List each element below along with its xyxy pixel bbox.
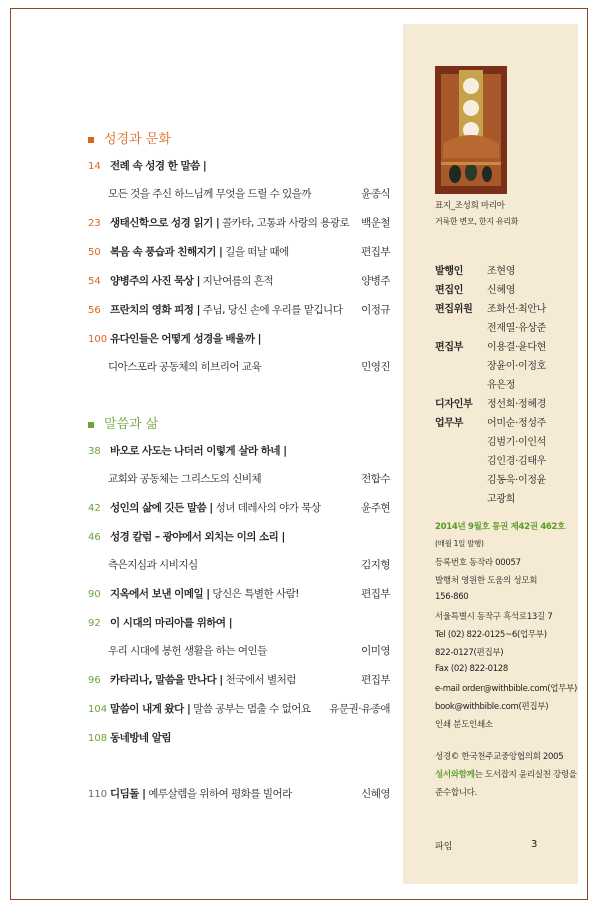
footer-label: 파임: [435, 842, 453, 852]
entry-author: 편집부: [361, 246, 390, 258]
page-number: 3: [531, 839, 538, 850]
entry-title: 생태신학으로 성경 읽기 |: [110, 217, 220, 229]
toc-subline: [108, 186, 390, 201]
address: 서울특별시 동작구 흑석로13길 7: [435, 612, 553, 622]
entry-title: 양병주의 사진 묵상 |: [110, 275, 200, 287]
toc-entry[interactable]: [88, 215, 390, 230]
toc-subline: [108, 471, 390, 486]
entry-title: 성경 칼럼 – 광야에서 외치는 이의 소리 |: [110, 531, 285, 543]
page-num: 90: [88, 589, 101, 600]
cover-artwork-icon: [435, 66, 507, 194]
entry-subtitle: 천국에서 별처럼: [222, 674, 296, 686]
entry-author: 편집부: [361, 588, 390, 600]
entry-title: 디딤돌 |: [110, 788, 146, 800]
ethics-notice: [435, 768, 577, 780]
page-num: 108: [88, 733, 108, 744]
entry-title: 카타리나, 말씀을 만나다 |: [110, 674, 223, 686]
printer: 인쇄 분도인쇄소: [435, 720, 493, 730]
publisher: 발행처 영원한 도움의 성모회: [435, 576, 538, 586]
toc-entry[interactable]: [88, 273, 390, 288]
toc-entry[interactable]: [88, 443, 390, 458]
entry-title: 바오로 사도는 나더러 이렇게 살라 하네 |: [110, 445, 287, 457]
entry-title: 복음 속 풍습과 친해지기 |: [110, 246, 223, 258]
entry-author: 민영진: [361, 361, 390, 373]
ethics-text: 는 도서잡지 윤리실천 강령을: [474, 770, 577, 780]
entry-author: 편집부: [361, 674, 390, 686]
page-num: 38: [88, 446, 101, 457]
staff-name: 조현영: [487, 266, 516, 277]
staff-name: 이용결·윤다현: [487, 342, 547, 353]
staff-name: 김인경·김태우: [487, 456, 547, 467]
entry-author: 김지형: [361, 559, 390, 571]
fax: Fax (02) 822-0128: [435, 664, 509, 674]
entry-author: 윤주현: [361, 502, 390, 514]
page-num: 46: [88, 532, 101, 543]
toc-entry[interactable]: [88, 244, 390, 259]
staff-name: 김동욱·이정윤: [487, 475, 547, 486]
entry-title: 성인의 삶에 깃든 말씀 |: [110, 502, 213, 514]
toc-entry-last[interactable]: [88, 786, 390, 801]
staff-name: 김범기·이인석: [487, 437, 547, 448]
page-num: 96: [88, 675, 101, 686]
staff-name: 정선희·정혜경: [487, 399, 547, 410]
staff-name: 장윤이·이정호: [487, 361, 547, 372]
registration-number: 등록번호 동작라 00057: [435, 558, 521, 568]
toc-entry[interactable]: [88, 529, 390, 544]
entry-title: 프란치의 영화 피정 |: [110, 304, 200, 316]
page-num: 104: [88, 704, 108, 715]
copyright-notice: 성경© 한국천주교중앙협의회 2005: [435, 752, 564, 762]
staff-name: 전재열·유상준: [487, 323, 547, 334]
page-num: 42: [88, 503, 101, 514]
telephone-editorial: 822-0127(편집부): [435, 648, 504, 658]
bullet-icon: [88, 137, 94, 143]
entry-subtitle: 모든 것을 주신 하느님께 무엇을 드릴 수 있을까: [108, 188, 312, 200]
toc-subline: [108, 557, 390, 572]
page-num: 14: [88, 161, 101, 172]
staff-label: 편집위원: [435, 304, 473, 315]
entry-title: 전례 속 성경 한 말씀 |: [110, 160, 207, 172]
email-business: e-mail order@withbible.com(업무부): [435, 684, 577, 694]
ethics-text-end: 준수합니다.: [435, 788, 477, 798]
entry-title: 유다인들은 어떻게 성경을 배울까 |: [110, 333, 261, 345]
toc-entry[interactable]: [88, 730, 390, 745]
entry-title: 말씀이 내게 왔다 |: [110, 703, 191, 715]
page-num: 50: [88, 247, 101, 258]
staff-label: 편집부: [435, 342, 464, 353]
entry-title: 동네방네 알림: [110, 732, 172, 744]
entry-author: 이정규: [361, 304, 390, 316]
section-heading-word-life: [88, 413, 158, 432]
page-num: 100: [88, 334, 108, 345]
staff-label: 발행인: [435, 266, 464, 277]
cover-image: [435, 66, 507, 194]
issue-info: 2014년 9월호 통권 제42권 462호: [435, 522, 566, 532]
section-title: 성경과 문화: [104, 132, 171, 147]
entry-subtitle: 주님, 당신 손에 우리를 맡깁니다: [199, 304, 343, 316]
toc-subline: [108, 643, 390, 658]
entry-subtitle: 콜카타, 고통과 사랑의 용광로: [219, 217, 350, 229]
entry-subtitle: 예루살렘을 위하여 평화를 빌어라: [145, 788, 292, 800]
cover-description: 거룩한 변모, 한지 유리화: [435, 217, 519, 226]
toc-subline: [108, 359, 390, 374]
page-num: 56: [88, 305, 101, 316]
entry-author: 신혜영: [361, 788, 390, 800]
issue-note: (매월 1일 발행): [435, 539, 484, 548]
entry-author: 백운철: [361, 217, 390, 229]
toc-entry[interactable]: [88, 500, 390, 515]
masthead-sidebar: [403, 24, 578, 884]
entry-author: 이미영: [361, 645, 390, 657]
entry-subtitle: 우리 시대에 봉헌 생활을 하는 여인들: [108, 645, 267, 657]
entry-subtitle: 성녀 데레사의 야가 묵상: [212, 502, 321, 514]
staff-label: 디자인부: [435, 399, 473, 410]
entry-author: 전합수: [361, 473, 390, 485]
entry-subtitle: 지난여름의 흔적: [199, 275, 274, 287]
page-num: 110: [88, 789, 108, 800]
page-num: 54: [88, 276, 101, 287]
page-num: 92: [88, 618, 101, 629]
toc-entry[interactable]: [88, 701, 390, 716]
entry-subtitle: 교회와 공동체는 그리스도의 신비체: [108, 473, 262, 485]
page-num: 23: [88, 218, 101, 229]
postal-code: 156-860: [435, 592, 469, 602]
staff-label: 편집인: [435, 285, 464, 296]
entry-title: 이 시대의 마리아를 위하여 |: [110, 617, 233, 629]
staff-name: 조화선·최안나: [487, 304, 547, 315]
entry-subtitle: 말씀 공부는 멈출 수 없어요: [190, 703, 311, 715]
entry-subtitle: 당신은 특별한 사람!: [209, 588, 299, 600]
entry-title: 지옥에서 보낸 이메일 |: [110, 588, 210, 600]
staff-name: 고광희: [487, 494, 516, 505]
section-title: 말씀과 삶: [104, 417, 159, 432]
toc-entry[interactable]: [88, 158, 390, 173]
brand-name: 성서와함께: [435, 770, 475, 780]
toc-entry[interactable]: [88, 586, 390, 601]
toc-entry[interactable]: [88, 615, 390, 630]
email-editorial: book@withbible.com(편집부): [435, 702, 549, 712]
section-heading-culture: [88, 128, 171, 147]
staff-name: 유은정: [487, 380, 516, 391]
entry-author: 윤종식: [361, 188, 390, 200]
staff-name: 신혜영: [487, 285, 516, 296]
entry-subtitle: 길을 떠날 때에: [222, 246, 289, 258]
toc-entry[interactable]: [88, 331, 390, 346]
staff-label: 업무부: [435, 418, 464, 429]
entry-author: 양병주: [361, 275, 390, 287]
telephone: Tel (02) 822-0125~6(업무부): [435, 630, 547, 640]
entry-author: 유문권·유종애: [329, 703, 390, 715]
bullet-icon: [88, 422, 94, 428]
staff-name: 어미순·정성주: [487, 418, 547, 429]
cover-caption: 표지_조성희 마리아: [435, 201, 505, 211]
entry-subtitle: 측은지심과 시비지심: [108, 559, 198, 571]
toc-entry[interactable]: [88, 672, 390, 687]
toc-entry[interactable]: [88, 302, 390, 317]
entry-subtitle: 디아스포라 공동체의 히브리어 교육: [108, 361, 262, 373]
